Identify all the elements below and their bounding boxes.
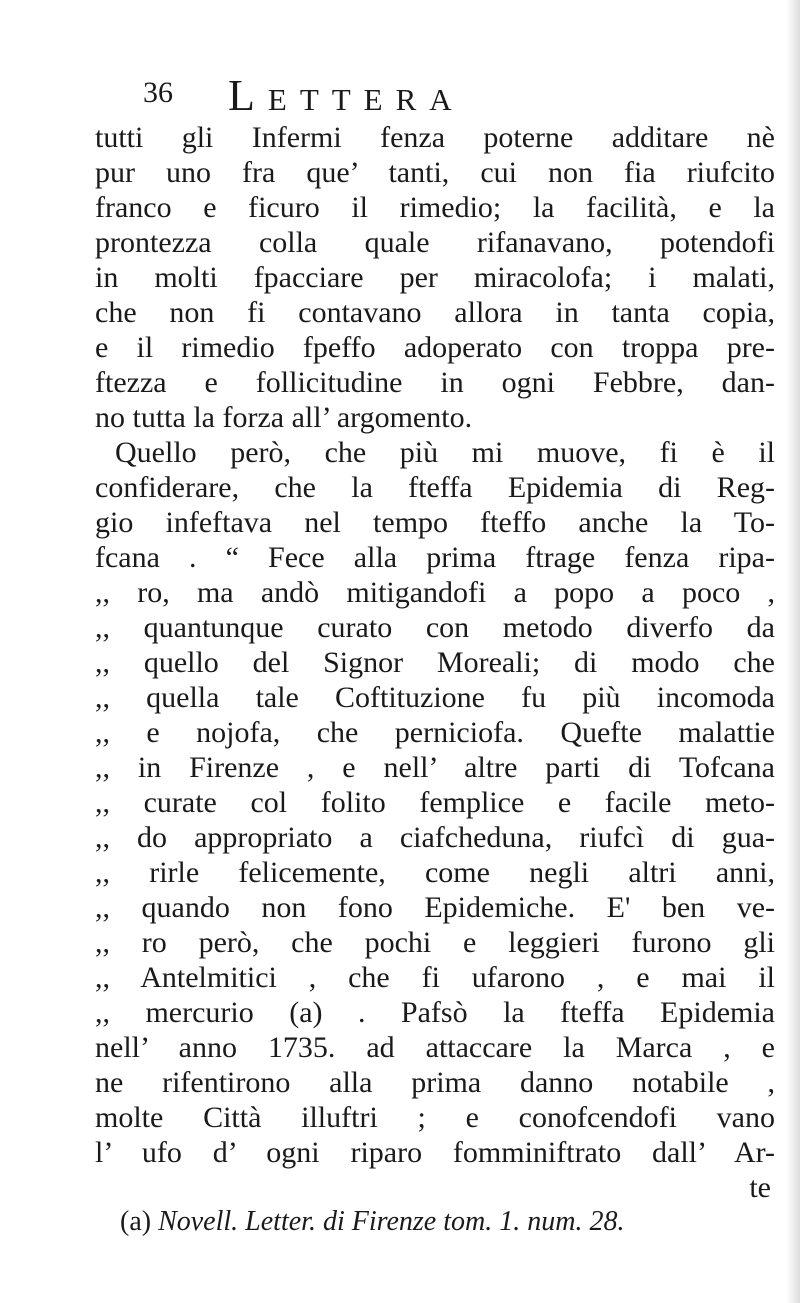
text-line: fcana . “ Fece alla prima ftrage fenza ripa- <box>95 541 775 574</box>
text-line: franco e ficuro il rimedio; la facilità, e la <box>95 191 775 224</box>
running-title: Lettera <box>228 71 465 120</box>
text-line: e il rimedio fpeffo adoperato con troppa pre- <box>95 331 775 364</box>
text-line: l’ ufo d’ ogni riparo fomminiftrato dall’ Ar- <box>95 1136 775 1169</box>
text-line: ,, quantunque curato con metodo diverfo da <box>95 611 775 644</box>
body-text <box>95 120 775 1239</box>
page-header <box>143 70 763 120</box>
text-line: no tutta la forza all’ argomento. <box>95 401 473 434</box>
text-line: ,, quello del Signor Moreali; di modo che <box>95 646 775 679</box>
text-line: ,, Antelmitici , che fi ufarono , e mai il <box>95 961 775 994</box>
text-line: prontezza colla quale rifanavano, potendofi <box>95 226 775 259</box>
text-line: nell’ anno 1735. ad attaccare la Marca , e <box>95 1031 775 1064</box>
text-lines <box>95 120 775 1170</box>
page-edge-shadow <box>786 0 800 1303</box>
text-line: in molti fpacciare per miracolofa; i malati, <box>95 261 775 294</box>
text-line: gio infeftava nel tempo fteffo anche la To- <box>95 506 775 539</box>
footnote <box>95 1205 775 1239</box>
text-line: ,, quando non fono Epidemiche. E' ben ve- <box>95 891 775 924</box>
text-line: confiderare, che la fteffa Epidemia di Reg- <box>95 471 775 504</box>
text-line: ,, e nojofa, che perniciofa. Quefte malattie <box>95 716 775 749</box>
footnote-text: Novell. Letter. di Firenze tom. 1. num. 28. <box>158 1206 625 1237</box>
text-line: Quello però, che più mi muove, fi è il <box>115 436 775 469</box>
text-line: tutti gli Infermi fenza poterne additare nè <box>95 121 775 154</box>
text-line: ftezza e follicitudine in ogni Febbre, dan- <box>95 366 775 399</box>
catchword: te <box>749 1171 771 1204</box>
text-line: ,, rirle felicemente, come negli altri anni, <box>95 856 775 889</box>
text-line: ,, do appropriato a ciafcheduna, riufcì di gua- <box>95 821 775 854</box>
text-line: ,, in Firenze , e nell’ altre parti di Tofcana <box>95 751 775 784</box>
text-line: pur uno fra que’ tanti, cui non fia riufcito <box>95 156 775 189</box>
text-line: ,, mercurio (a) . Pafsò la fteffa Epidemia <box>95 996 775 1029</box>
footnote-mark: (a) <box>120 1206 152 1237</box>
text-line: ne rifentirono alla prima danno notabile , <box>95 1066 775 1099</box>
text-line: ,, quella tale Coftituzione fu più incomoda <box>95 681 775 714</box>
text-line: ,, ro però, che pochi e leggieri furono gli <box>95 926 775 959</box>
text-line: ,, ro, ma andò mitigandofi a popo a poco , <box>95 576 775 609</box>
text-line: molte Città illuftri ; e conofcendofi vano <box>95 1101 775 1134</box>
page-number: 36 <box>143 76 173 109</box>
text-line: ,, curate col folito femplice e facile meto- <box>95 786 775 819</box>
text-line: che non fi contavano allora in tanta copia, <box>95 296 775 329</box>
